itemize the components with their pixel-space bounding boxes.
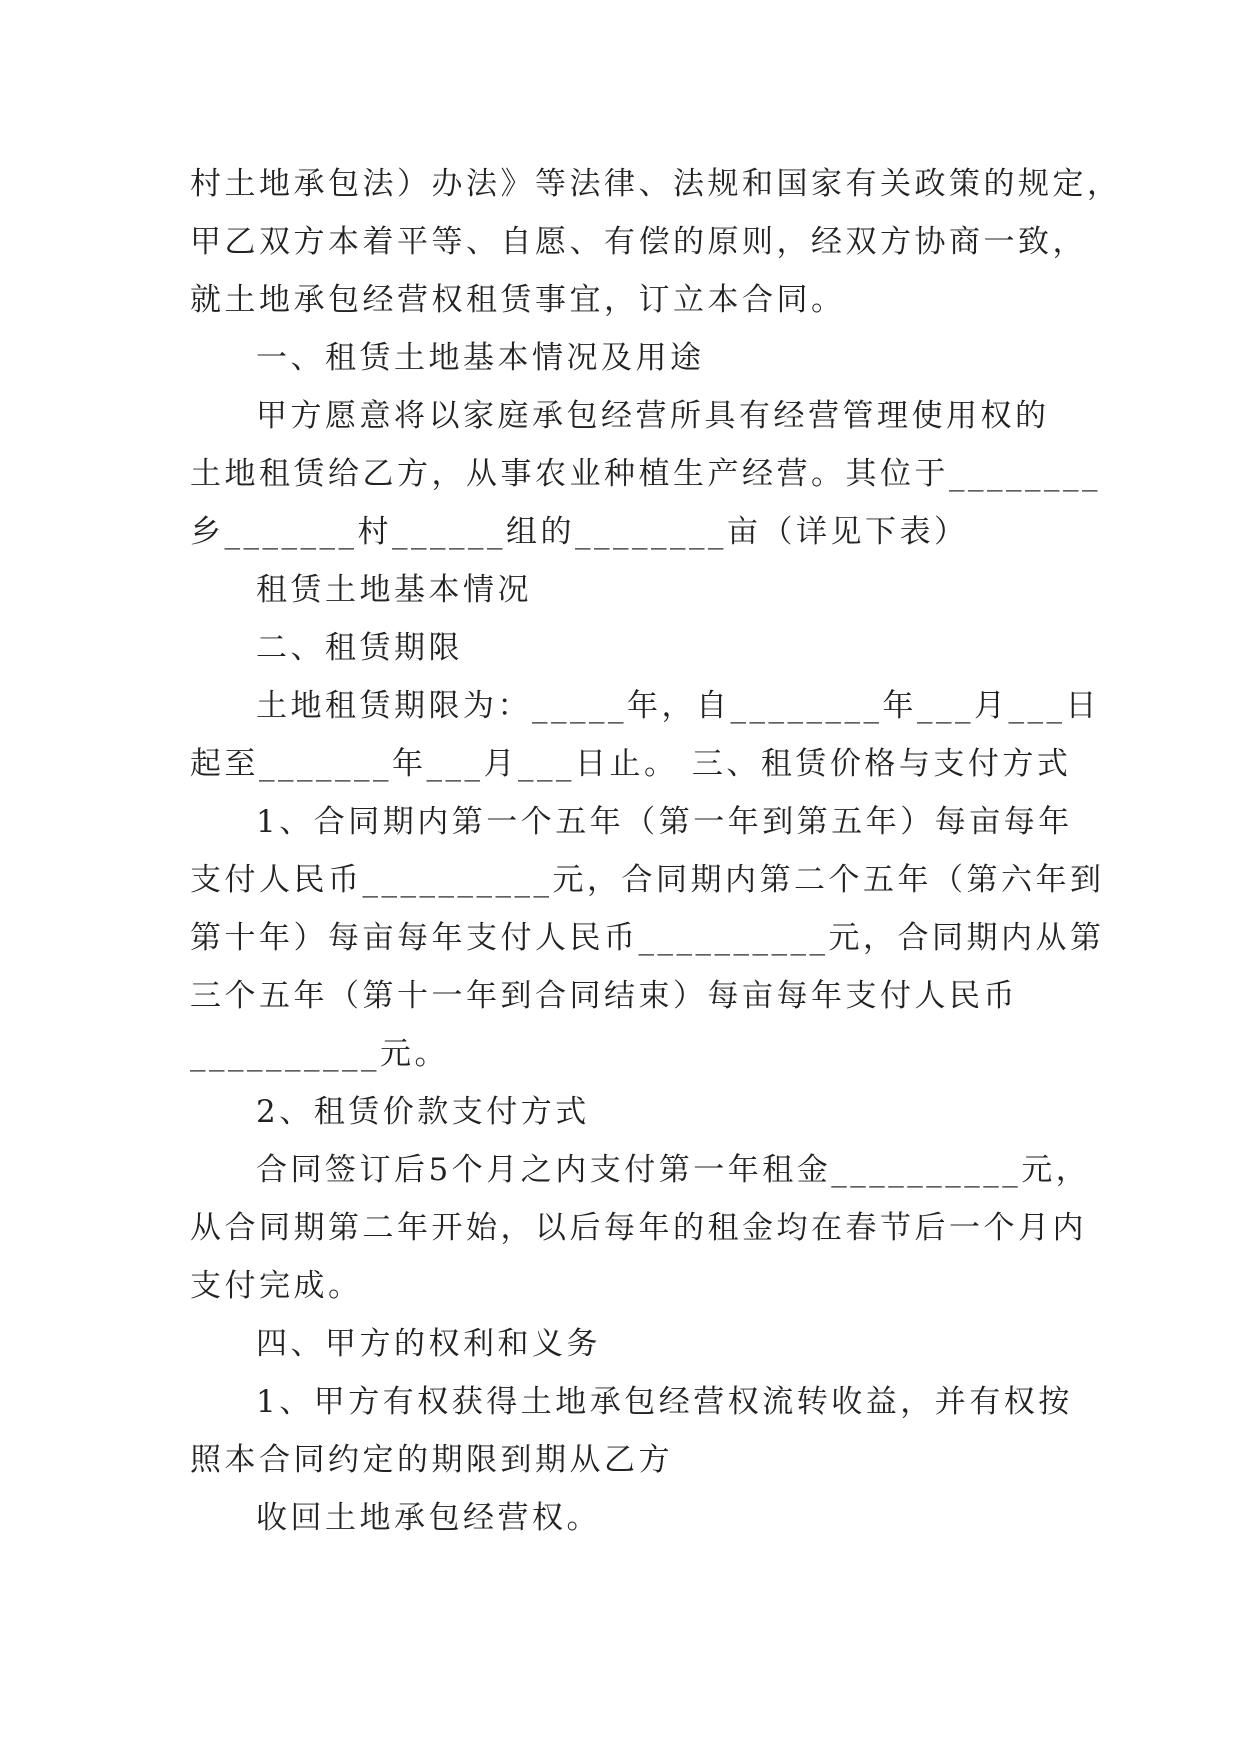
table-caption: 租赁土地基本情况	[256, 572, 532, 608]
body-line: 土地租赁期限为：_____年，自________年___月___日	[256, 688, 1100, 724]
body-line: 甲方愿意将以家庭承包经营所具有经营管理使用权的	[256, 398, 1050, 434]
section-heading-4: 四、甲方的权利和义务	[256, 1326, 601, 1362]
body-line: 1、合同期内第一个五年（第一年到第五年）每亩每年	[256, 804, 1073, 840]
body-line: 土地租赁给乙方，从事农业种植生产经营。其位于________	[190, 456, 1101, 492]
body-line: 从合同期第二年开始，以后每年的租金均在春节后一个月内	[190, 1210, 1087, 1246]
body-line: 合同签订后5个月之内支付第一年租金__________元，	[256, 1152, 1091, 1188]
body-line: 就土地承包经营权租赁事宜，订立本合同。	[190, 282, 846, 318]
body-line: 照本合同约定的期限到期从乙方	[190, 1442, 673, 1478]
body-line: 收回土地承包经营权。	[256, 1500, 601, 1536]
body-line: 乡_______村______组的________亩（详见下表）	[190, 514, 969, 550]
body-line: 第十年）每亩每年支付人民币__________元，合同期内从第	[190, 920, 1105, 956]
body-line: 村土地承包法）办法》等法律、法规和国家有关政策的规定，	[190, 166, 1122, 202]
subsection-heading: 2、租赁价款支付方式	[256, 1094, 590, 1130]
body-line: 支付完成。	[190, 1268, 363, 1304]
body-line: 甲乙双方本着平等、自愿、有偿的原则，经双方协商一致，	[190, 224, 1087, 260]
section-heading-1: 一、租赁土地基本情况及用途	[256, 340, 705, 376]
body-line: 三个五年（第十一年到合同结束）每亩每年支付人民币	[190, 978, 1018, 1014]
body-line: 支付人民币__________元，合同期内第二个五年（第六年到	[190, 862, 1105, 898]
body-line: 1、甲方有权获得土地承包经营权流转收益，并有权按	[256, 1384, 1073, 1420]
body-line: 起至_______年___月___日止。 三、租赁价格与支付方式	[190, 746, 1072, 782]
section-heading-2: 二、租赁期限	[256, 630, 463, 666]
body-line: __________元。	[190, 1036, 449, 1072]
